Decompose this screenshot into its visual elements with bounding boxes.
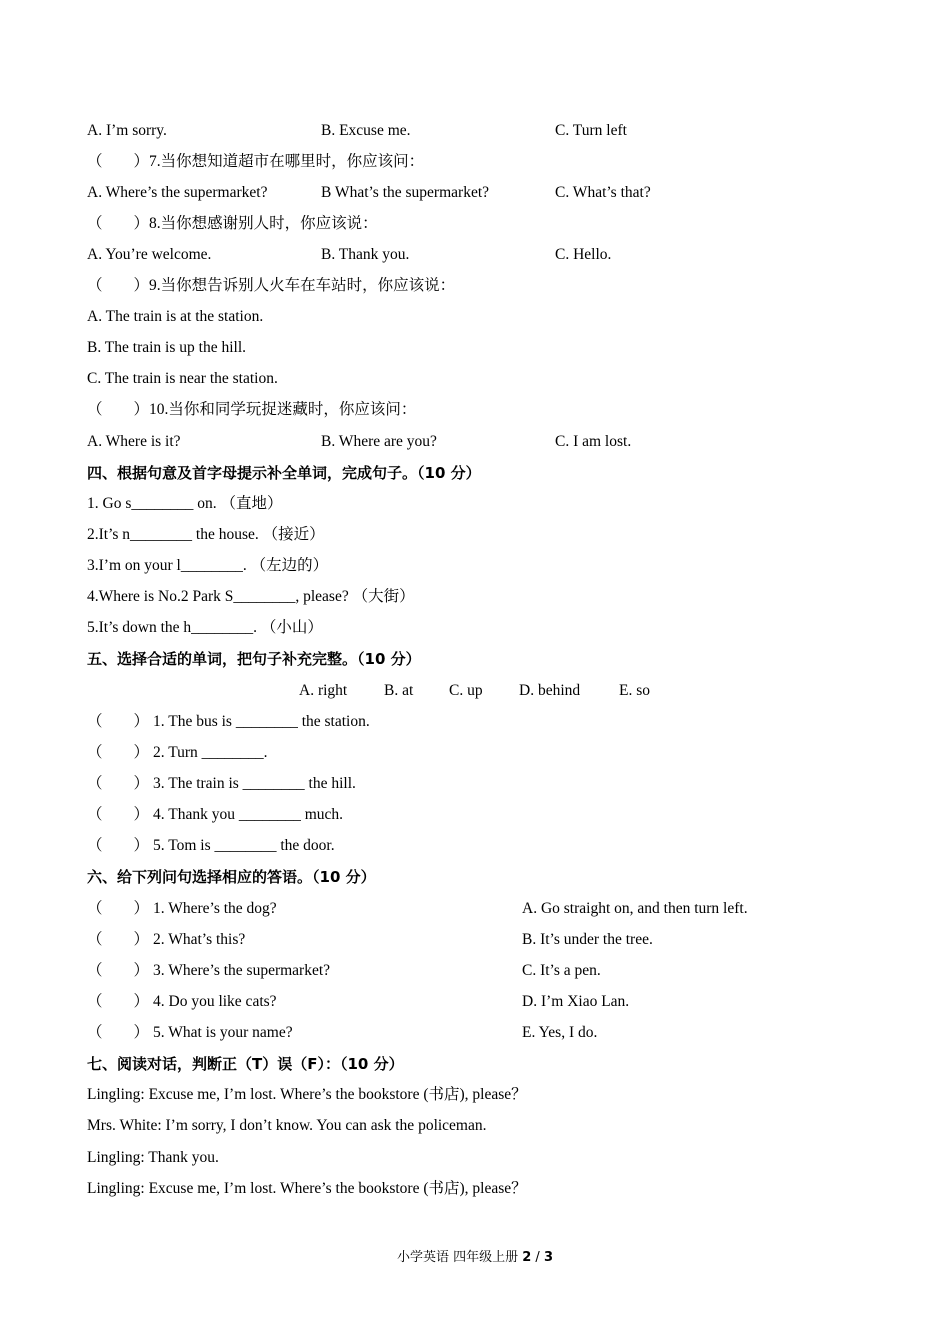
sec6-question-5: 5. What is your name? bbox=[153, 1024, 293, 1041]
sec6-question-1: 1. Where’s the dog? bbox=[153, 900, 277, 917]
q10-option-b: B. Where are you? bbox=[321, 433, 437, 450]
dialogue-line-1: Lingling: Excuse me, I’m lost. Where’s the bookstore (书店), please？ bbox=[87, 1086, 527, 1103]
dialogue-line-2: Mrs. White: I’m sorry, I don’t know. You can ask the policeman. bbox=[87, 1117, 487, 1134]
dialogue-line-3: Lingling: Thank you. bbox=[87, 1149, 219, 1166]
q9-option-b: B. The train is up the hill. bbox=[87, 339, 247, 356]
section-5-title: 五、选择合适的单词，把句子补充完整。（10 分） bbox=[87, 650, 421, 668]
answer-paren: （ ） bbox=[87, 1024, 150, 1041]
sec6-row-1 bbox=[87, 899, 867, 919]
sec4-item-4: 4.Where is No.2 Park S________, please? （大街） bbox=[87, 588, 415, 605]
word-bank bbox=[87, 681, 787, 701]
word-choice-a: A. right bbox=[299, 682, 348, 699]
section-7-title: 七、阅读对话，判断正（T）误（F）：（10 分） bbox=[87, 1055, 404, 1073]
sec6-row-3 bbox=[87, 961, 867, 981]
q7-option-a: A. Where’s the supermarket? bbox=[87, 184, 268, 201]
answer-paren: （ ） bbox=[87, 931, 150, 948]
sec4-item-2: 2.It’s n________ the house. （接近） bbox=[87, 526, 325, 543]
sec4-item-5: 5.It’s down the h________. （小山） bbox=[87, 619, 323, 636]
q7-option-b: B What’s the supermarket? bbox=[321, 184, 490, 201]
q6-option-a: A. I’m sorry. bbox=[87, 122, 167, 139]
sec6-question-4: 4. Do you like cats? bbox=[153, 993, 277, 1010]
footer-label: 小学英语 四年级上册 bbox=[396, 1250, 523, 1265]
dialogue-line-4: Lingling: Excuse me, I’m lost. Where’s the bookstore (书店), please？ bbox=[87, 1180, 527, 1197]
sec5-item-1 bbox=[87, 712, 370, 732]
sec5-item-text: 4. Thank you ________ much. bbox=[153, 806, 344, 823]
page-separator: / bbox=[531, 1250, 544, 1265]
sec5-item-4 bbox=[87, 805, 344, 825]
q9-prompt: （ ）9.当你想告诉别人火车在车站时，你应该说： bbox=[87, 277, 456, 294]
sec6-row-4 bbox=[87, 992, 867, 1012]
sec5-item-5 bbox=[87, 836, 335, 856]
sec6-row-5 bbox=[87, 1023, 867, 1043]
sec6-answer-b: B. It’s under the tree. bbox=[522, 931, 653, 948]
q7-prompt: （ ）7.当你想知道超市在哪里时，你应该问： bbox=[87, 153, 425, 170]
answer-paren: （ ） bbox=[87, 713, 150, 730]
answer-paren: （ ） bbox=[87, 806, 150, 823]
answer-paren: （ ） bbox=[87, 837, 150, 854]
answer-paren: （ ） bbox=[87, 962, 150, 979]
answer-paren: （ ） bbox=[87, 775, 150, 792]
sec6-question-3: 3. Where’s the supermarket? bbox=[153, 962, 331, 979]
page-footer bbox=[0, 1246, 950, 1265]
sec6-answer-e: E. Yes, I do. bbox=[522, 1024, 598, 1041]
sec6-row-2 bbox=[87, 930, 867, 950]
q7-option-c: C. What’s that? bbox=[555, 184, 651, 201]
sec4-item-1: 1. Go s________ on. （直地） bbox=[87, 495, 283, 512]
q9-option-c: C. The train is near the station. bbox=[87, 370, 278, 387]
q6-option-c: C. Turn left bbox=[555, 122, 627, 139]
sec5-item-text: 5. Tom is ________ the door. bbox=[153, 837, 335, 854]
q10-option-c: C. I am lost. bbox=[555, 433, 632, 450]
q9-option-a: A. The train is at the station. bbox=[87, 308, 264, 325]
section-4-title: 四、根据句意及首字母提示补全单词，完成句子。（10 分） bbox=[87, 464, 481, 482]
word-choice-b: B. at bbox=[384, 682, 414, 699]
section-6-title: 六、给下列问句选择相应的答语。（10 分） bbox=[87, 868, 376, 886]
answer-paren: （ ） bbox=[87, 993, 150, 1010]
answer-paren: （ ） bbox=[87, 744, 150, 761]
page-total: 3 bbox=[543, 1250, 553, 1265]
sec5-item-3 bbox=[87, 774, 356, 794]
q10-option-a: A. Where is it? bbox=[87, 433, 181, 450]
q10-prompt: （ ）10.当你和同学玩捉迷藏时，你应该问： bbox=[87, 401, 417, 418]
word-choice-d: D. behind bbox=[519, 682, 581, 699]
q6-option-b: B. Excuse me. bbox=[321, 122, 411, 139]
page-number: 2 bbox=[522, 1250, 532, 1265]
sec5-item-2 bbox=[87, 743, 268, 763]
word-choice-c: C. up bbox=[449, 682, 483, 699]
sec6-answer-c: C. It’s a pen. bbox=[522, 962, 601, 979]
sec5-item-text: 2. Turn ________. bbox=[153, 744, 268, 761]
q8-option-a: A. You’re welcome. bbox=[87, 246, 212, 263]
word-choice-e: E. so bbox=[619, 682, 650, 699]
answer-paren: （ ） bbox=[87, 900, 150, 917]
sec6-answer-d: D. I’m Xiao Lan. bbox=[522, 993, 630, 1010]
sec5-item-text: 3. The train is ________ the hill. bbox=[153, 775, 356, 792]
sec6-question-2: 2. What’s this? bbox=[153, 931, 246, 948]
q8-option-b: B. Thank you. bbox=[321, 246, 410, 263]
sec6-answer-a: A. Go straight on, and then turn left. bbox=[522, 900, 748, 917]
q8-prompt: （ ）8.当你想感谢别人时，你应该说： bbox=[87, 215, 378, 232]
sec4-item-3: 3.I’m on your l________. （左边的） bbox=[87, 557, 329, 574]
q8-option-c: C. Hello. bbox=[555, 246, 612, 263]
sec5-item-text: 1. The bus is ________ the station. bbox=[153, 713, 370, 730]
